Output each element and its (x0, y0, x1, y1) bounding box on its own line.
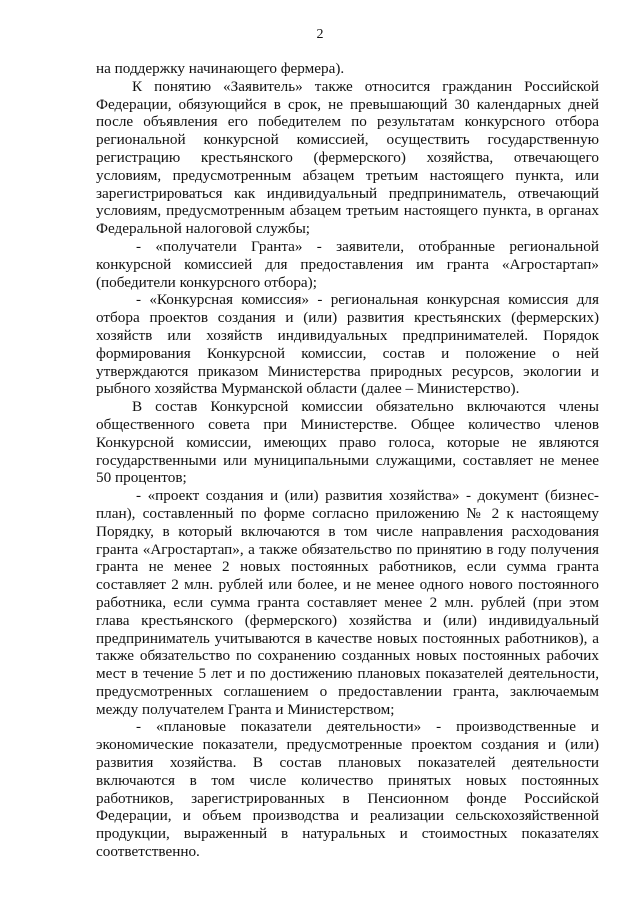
paragraph-applicant-definition: К понятию «Заявитель» также относится гражданин Российской Федерации, обязующийся в срок, не превышающий 30 календарных дней после объявления его победителем по результатам конкурсного отбора региональной конкурсной комиссией, осуществить государственную регистрацию крестьянского (фермерского) хозяйства, отвечающего условиям, предусмотренным абзацем третьим настоящего пункта, или зарегистрироваться как индивидуальный предприниматель, отвечающий условиям, предусмотренным абзацем третьим настоящего пункта, в органах Федеральной налоговой службы; (96, 77, 599, 238)
paragraph-business-project: - «проект создания и (или) развития хозяйства» - документ (бизнес-план), составленный по форме согласно приложению № 2 к настоящему Порядку, в который включаются в том числе направления расходования гранта «Агростартап», а также обязательство по принятию в году получения гранта не менее 2 новых постоянных работников, если сумма гранта составляет 2 млн. рублей или более, и не менее одного нового постоянного работника, если сумма гранта составляет менее 2 млн. рублей (при этом глава крестьянского (фермерского) хозяйства и (или) индивидуальный предприниматель учитываются в качестве новых постоянных работников), а также обязательство по сохранению созданных новых постоянных рабочих мест в течение 5 лет и по достижению плановых показателей деятельности, предусмотренных соглашением о предоставлении гранта, заключаемым между получателем Гранта и Министерством; (96, 487, 599, 718)
paragraph-commission-composition: В состав Конкурсной комиссии обязательно включаются члены общественного совета при Министерстве. Общее количество членов Конкурсной комиссии, имеющих право голоса, которые не являются государственными или муниципальными служащими, составляет не менее 50 процентов; (96, 398, 599, 487)
paragraph-grant-recipients: - «получатели Гранта» - заявители, отобранные региональной конкурсной комиссией для предоставления им гранта «Агростартап» (победители конкурсного отбора); (96, 237, 599, 291)
page-number: 2 (316, 27, 324, 42)
paragraph-planned-indicators: - «плановые показатели деятельности» - производственные и экономические показатели, предусмотренные проектом создания и (или) развития хозяйства. В состав плановых показателей деятельности включаются в том числе количество принятых новых постоянных работников, зарегистрированных в Пенсионном фонде Российской Федерации, и объем производства и реализации сельскохозяйственной продукции, выраженный в натуральных и стоимостных показателях соответственно. (96, 718, 599, 861)
paragraph-competition-commission: - «Конкурсная комиссия» - региональная конкурсная комиссия для отбора проектов создания и (или) развития крестьянских (фермерских) хозяйств или хозяйств индивидуальных предпринимателей. Порядок формирования Конкурсной комиссии, состав и положение о ней утверждаются приказом Министерства природных ресурсов, экологии и рыбного хозяйства Мурманской области (далее – Министерство). (96, 291, 599, 398)
document-body (96, 60, 599, 861)
paragraph-continuation: на поддержку начинающего фермера). (96, 60, 345, 77)
